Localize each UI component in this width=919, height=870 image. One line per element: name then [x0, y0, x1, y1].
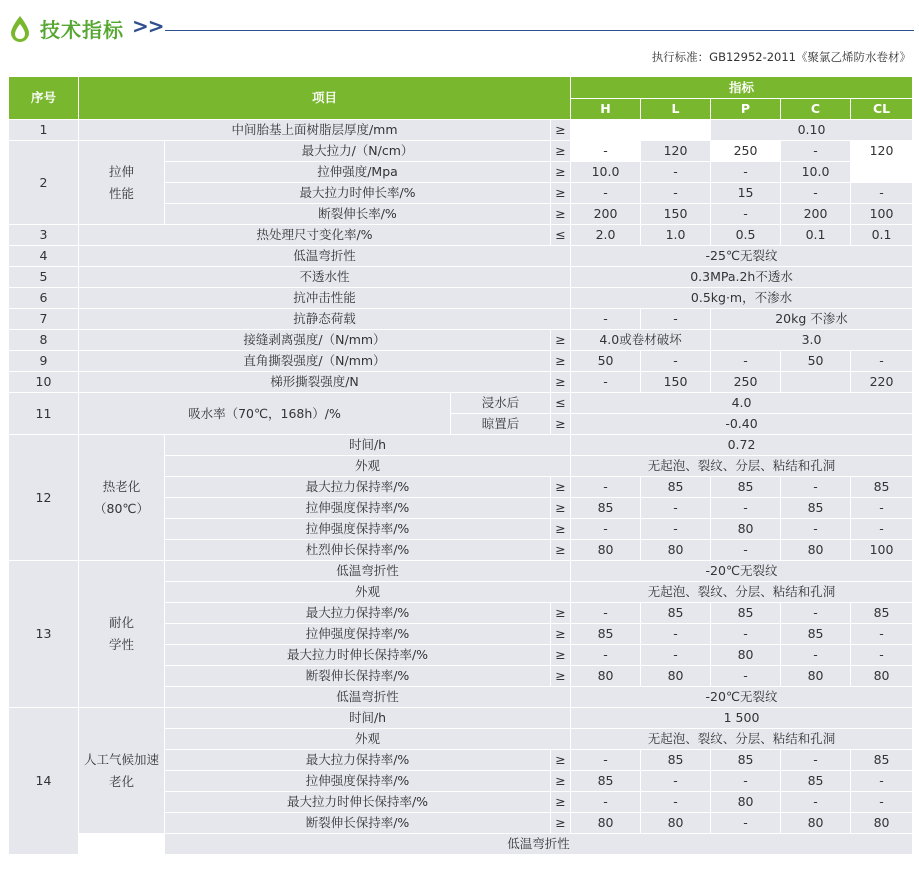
row-value: 80 [851, 666, 913, 687]
row-group: 耐化 学性 [79, 561, 165, 708]
row-value: 85 [851, 477, 913, 498]
row-item: 最大拉力时伸长保持率/% [165, 792, 551, 813]
row-value: - [641, 162, 711, 183]
row-value: 0.5kg·m，不渗水 [571, 288, 913, 309]
row-value: - [711, 540, 781, 561]
row-value: 120 [851, 141, 913, 162]
row-value: -20℃无裂纹 [571, 561, 913, 582]
row-value: - [711, 162, 781, 183]
row-op: ≥ [551, 813, 571, 834]
table-row [9, 246, 913, 267]
row-value: - [851, 645, 913, 666]
row-op: ≥ [551, 204, 571, 225]
row-value: 0.3MPa.2h不透水 [571, 267, 913, 288]
row-value: 10.0 [571, 162, 641, 183]
row-value: - [711, 624, 781, 645]
row-value: 无起泡、裂纹、分层、粘结和孔洞 [571, 456, 913, 477]
row-value: - [571, 372, 641, 393]
row-value: 80 [571, 540, 641, 561]
row-seq: 7 [9, 309, 79, 330]
row-value: - [781, 603, 851, 624]
row-item: 时间/h [165, 435, 571, 456]
row-value: 85 [641, 477, 711, 498]
row-group: 拉伸 性能 [79, 141, 165, 225]
row-item: 外观 [165, 729, 571, 750]
row-op: ≥ [551, 351, 571, 372]
row-value: 50 [571, 351, 641, 372]
row-item: 最大拉力时伸长率/% [165, 183, 551, 204]
row-op: ≥ [551, 120, 571, 141]
row-op: ≥ [551, 750, 571, 771]
row-value: 85 [781, 498, 851, 519]
row-value: 250 [711, 372, 781, 393]
row-item: 最大拉力/（N/cm） [165, 141, 551, 162]
row-value: 85 [641, 750, 711, 771]
row-item: 低温弯折性 [165, 834, 913, 855]
row-subitem: 晾置后 [451, 414, 551, 435]
row-value: 20kg 不渗水 [711, 309, 913, 330]
row-value: 80 [641, 813, 711, 834]
row-value: 80 [711, 519, 781, 540]
table-row [9, 372, 913, 393]
row-item: 不透水性 [79, 267, 571, 288]
row-value: 150 [641, 204, 711, 225]
header-col-p: P [711, 99, 781, 120]
row-item: 拉伸强度保持率/% [165, 771, 551, 792]
row-value: 10.0 [781, 162, 851, 183]
table-row [9, 834, 913, 855]
row-value: - [571, 141, 641, 162]
row-value: 85 [781, 624, 851, 645]
row-value: 无起泡、裂纹、分层、粘结和孔洞 [571, 582, 913, 603]
row-item: 时间/h [165, 708, 571, 729]
section-title: 技术指标 [40, 18, 124, 42]
row-op: ≥ [551, 183, 571, 204]
row-seq: 4 [9, 246, 79, 267]
row-value: 0.1 [851, 225, 913, 246]
table-row [9, 267, 913, 288]
table-row [9, 561, 913, 582]
row-op: ≥ [551, 519, 571, 540]
row-op: ≥ [551, 498, 571, 519]
header-seq: 序号 [9, 77, 79, 120]
row-value [781, 372, 851, 393]
row-value: - [641, 183, 711, 204]
row-item: 直角撕裂强度/（N/mm） [79, 351, 551, 372]
row-op: ≥ [551, 330, 571, 351]
row-value: 220 [851, 372, 913, 393]
row-seq: 12 [9, 435, 79, 561]
row-item: 抗静态荷载 [79, 309, 571, 330]
row-value: 150 [641, 372, 711, 393]
table-row [9, 309, 913, 330]
header-divider [165, 30, 914, 31]
table-row [9, 120, 913, 141]
row-op: ≥ [551, 792, 571, 813]
row-value: 85 [851, 603, 913, 624]
row-item: 最大拉力保持率/% [165, 477, 551, 498]
water-drop-icon [9, 15, 31, 43]
row-value: - [571, 603, 641, 624]
row-value: - [851, 792, 913, 813]
row-op: ≥ [551, 162, 571, 183]
row-value: - [641, 645, 711, 666]
row-value: - [851, 519, 913, 540]
row-value: - [711, 771, 781, 792]
header-col-cl: CL [851, 99, 913, 120]
row-op: ≥ [551, 624, 571, 645]
row-value: 100 [851, 204, 913, 225]
row-value: 85 [711, 750, 781, 771]
chevron-right-icon: >> [132, 14, 164, 38]
table-row [9, 351, 913, 372]
row-op: ≥ [551, 771, 571, 792]
table-row [9, 708, 913, 729]
header-col-l: L [641, 99, 711, 120]
row-item: 热处理尺寸变化率/% [79, 225, 551, 246]
row-value: 85 [851, 750, 913, 771]
row-value: 85 [711, 477, 781, 498]
row-item: 低温弯折性 [165, 561, 571, 582]
row-value: - [641, 624, 711, 645]
row-value: 80 [851, 813, 913, 834]
row-op: ≥ [551, 141, 571, 162]
row-group: 人工气候加速 老化 [79, 708, 165, 834]
row-value: - [641, 771, 711, 792]
row-value: 80 [571, 813, 641, 834]
table-row [9, 141, 913, 162]
row-item: 拉伸强度保持率/% [165, 498, 551, 519]
row-value: - [641, 498, 711, 519]
row-value: - [781, 519, 851, 540]
row-value [571, 120, 711, 141]
row-op: ≥ [551, 540, 571, 561]
row-value: 4.0 [571, 393, 913, 414]
row-value: - [781, 477, 851, 498]
row-value [851, 162, 913, 183]
row-seq: 8 [9, 330, 79, 351]
row-value: - [571, 477, 641, 498]
row-value: 无起泡、裂纹、分层、粘结和孔洞 [571, 729, 913, 750]
row-group [79, 834, 165, 855]
row-item: 杜烈伸长保持率/% [165, 540, 551, 561]
row-value: - [781, 183, 851, 204]
row-value: 80 [781, 813, 851, 834]
row-value: - [851, 771, 913, 792]
spec-table [8, 76, 913, 855]
row-value: 85 [781, 771, 851, 792]
row-value: 80 [571, 666, 641, 687]
row-item: 外观 [165, 456, 571, 477]
row-value: - [641, 309, 711, 330]
row-value: - [711, 813, 781, 834]
row-value: - [781, 141, 851, 162]
row-value: - [571, 183, 641, 204]
row-value: - [711, 351, 781, 372]
row-value: 1 500 [571, 708, 913, 729]
row-item: 接缝剥离强度/（N/mm） [79, 330, 551, 351]
table-row [9, 435, 913, 456]
row-value: 0.1 [781, 225, 851, 246]
row-op: ≥ [551, 477, 571, 498]
row-op: ≤ [551, 225, 571, 246]
header-item: 项目 [79, 77, 571, 120]
row-seq: 10 [9, 372, 79, 393]
row-value: - [641, 519, 711, 540]
row-value: -20℃无裂纹 [571, 687, 913, 708]
row-value: 200 [781, 204, 851, 225]
row-value: 15 [711, 183, 781, 204]
row-value: 85 [641, 603, 711, 624]
row-item: 最大拉力保持率/% [165, 603, 551, 624]
row-subitem: 浸水后 [451, 393, 551, 414]
table-row [9, 288, 913, 309]
row-item: 拉伸强度/Mpa [165, 162, 551, 183]
standard-label: 执行标准：GB12952-2011《聚氯乙烯防水卷材》 [651, 50, 911, 64]
row-item: 梯形撕裂强度/N [79, 372, 551, 393]
row-value: - [711, 498, 781, 519]
row-value: - [781, 792, 851, 813]
row-value: 50 [781, 351, 851, 372]
row-value: - [571, 309, 641, 330]
row-item: 抗冲击性能 [79, 288, 571, 309]
row-seq: 3 [9, 225, 79, 246]
row-item: 低温弯折性 [79, 246, 571, 267]
row-value: 3.0 [711, 330, 913, 351]
row-value: 80 [711, 792, 781, 813]
row-seq: 13 [9, 561, 79, 708]
row-item: 断裂伸长率/% [165, 204, 551, 225]
row-value: 85 [571, 498, 641, 519]
header-col-c: C [781, 99, 851, 120]
row-value: - [711, 666, 781, 687]
row-value: -25℃无裂纹 [571, 246, 913, 267]
row-value: 80 [781, 666, 851, 687]
row-seq: 14 [9, 708, 79, 855]
row-value: - [781, 750, 851, 771]
row-item: 最大拉力保持率/% [165, 750, 551, 771]
row-value: - [711, 204, 781, 225]
section-header [0, 0, 919, 64]
row-value: 85 [571, 771, 641, 792]
row-value: 0.72 [571, 435, 913, 456]
row-item: 拉伸强度保持率/% [165, 519, 551, 540]
row-value: 4.0或卷材破坏 [571, 330, 711, 351]
row-group: 热老化 （80℃） [79, 435, 165, 561]
row-seq: 2 [9, 141, 79, 225]
row-value: - [851, 498, 913, 519]
row-value: - [571, 792, 641, 813]
row-item: 拉伸强度保持率/% [165, 624, 551, 645]
row-item: 吸水率（70℃，168h）/% [79, 393, 451, 435]
row-op: ≥ [551, 645, 571, 666]
row-item: 低温弯折性 [165, 687, 571, 708]
row-op: ≥ [551, 414, 571, 435]
row-value: - [851, 624, 913, 645]
table-row [9, 393, 913, 414]
row-seq: 11 [9, 393, 79, 435]
row-value: - [571, 750, 641, 771]
row-value: - [571, 519, 641, 540]
row-op: ≥ [551, 666, 571, 687]
row-value: 85 [711, 603, 781, 624]
row-value: 2.0 [571, 225, 641, 246]
row-value: 80 [711, 645, 781, 666]
row-value: 0.5 [711, 225, 781, 246]
header-col-h: H [571, 99, 641, 120]
header-index: 指标 [571, 77, 913, 99]
row-seq: 6 [9, 288, 79, 309]
row-value: 85 [571, 624, 641, 645]
row-value: - [641, 351, 711, 372]
row-value: - [571, 645, 641, 666]
row-value: 80 [781, 540, 851, 561]
table-row [9, 330, 913, 351]
row-value: - [641, 792, 711, 813]
row-value: 80 [641, 666, 711, 687]
row-item: 中间胎基上面树脂层厚度/mm [79, 120, 551, 141]
row-item: 最大拉力时伸长保持率/% [165, 645, 551, 666]
table-row [9, 225, 913, 246]
row-value: - [851, 183, 913, 204]
row-value: 0.10 [711, 120, 913, 141]
row-value: 1.0 [641, 225, 711, 246]
row-seq: 1 [9, 120, 79, 141]
row-value: - [851, 351, 913, 372]
row-value: 200 [571, 204, 641, 225]
row-item: 断裂伸长保持率/% [165, 813, 551, 834]
row-value: -0.40 [571, 414, 913, 435]
row-value: 80 [641, 540, 711, 561]
row-value: 250 [711, 141, 781, 162]
row-item: 外观 [165, 582, 571, 603]
row-value: - [781, 645, 851, 666]
row-op: ≥ [551, 603, 571, 624]
row-seq: 5 [9, 267, 79, 288]
row-value: 120 [641, 141, 711, 162]
row-op: ≤ [551, 393, 571, 414]
row-seq: 9 [9, 351, 79, 372]
row-item: 断裂伸长保持率/% [165, 666, 551, 687]
row-value: 100 [851, 540, 913, 561]
row-op: ≥ [551, 372, 571, 393]
